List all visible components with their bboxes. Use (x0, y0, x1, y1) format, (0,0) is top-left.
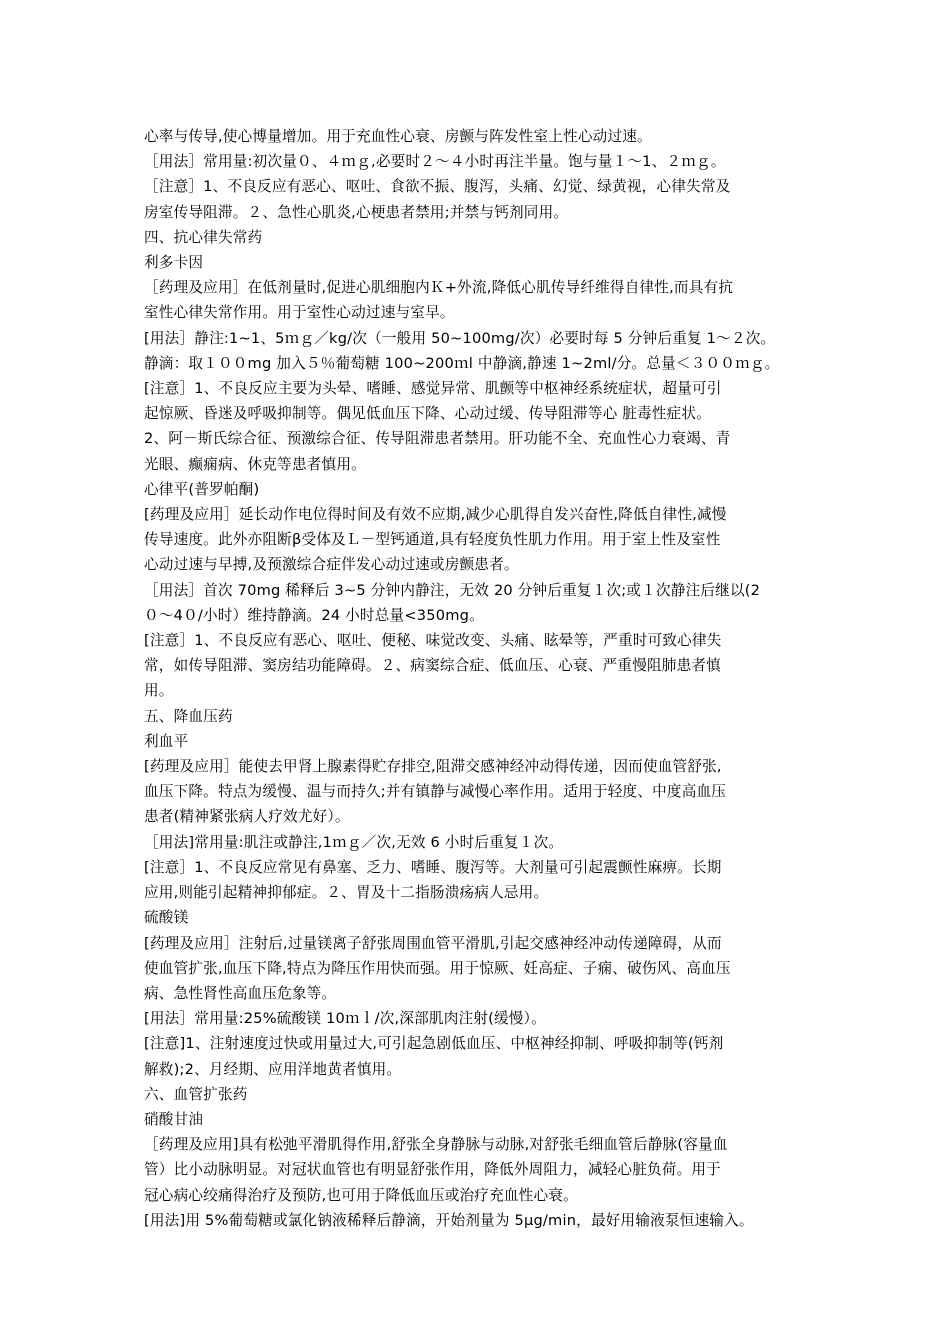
text-line: 患者(精神紧张病人疗效尤好）。 (144, 808, 350, 826)
text-line: ［用法]常用量:肌注或静注,1ｍｇ／次,无效 6 小时后重复１次。 (144, 833, 564, 851)
text-line: [注意］1、不良反应常见有鼻塞、乏力、嗜睡、腹泻等。大剂量可引起震颤性麻痹。长期 (144, 858, 722, 876)
section-heading: 六、血管扩张药 (144, 1085, 248, 1103)
text-line: 常，如传导阻滞、窦房结功能障碍。２、病窦综合症、低血压、心衰、严重慢阻肺患者慎 (144, 657, 721, 675)
section-heading: 四、抗心律失常药 (144, 228, 263, 246)
text-line: 传导速度。此外亦阻断β受体及Ｌ－型钙通道,具有轻度负性肌力作用。用于室上性及室性 (144, 531, 721, 549)
text-line: ０～4０/小时）维持静滴。24 小时总量<350mg。 (144, 606, 484, 624)
text-line: 病、急性肾性高血压危象等。 (144, 984, 337, 1002)
text-line: 心率与传导,使心博量增加。用于充血性心衰、房颤与阵发性室上性心动过速。 (144, 128, 652, 145)
text-line: ［用法］常用量:初次量０、４ｍｇ,必要时２～４小时再注半量。饱与量１～1、２ｍｇ。 (144, 153, 726, 171)
text-line: 房室传导阻滞。２、急性心肌炎,心梗患者禁用;并禁与钙剂同用。 (144, 203, 569, 221)
drug-name: 利多卡因 (144, 254, 204, 272)
text-line: 解救);2、月经期、应用洋地黄者慎用。 (144, 1060, 402, 1078)
text-line: [注意］1、不良反应主要为头晕、嗜睡、感觉异常、肌颤等中枢神经系统症状，超量可引 (144, 380, 722, 398)
text-line: ［注意］1、不良反应有恶心、呕吐、食欲不振、腹泻，头痛、幻觉、绿黄视，心律失常及 (144, 178, 731, 196)
text-line: 光眼、癫痫病、休克等患者慎用。 (144, 455, 366, 473)
text-line: [注意］1、不良反应有恶心、呕吐、便秘、味觉改变、头痛、眩晕等，严重时可致心律失 (144, 632, 722, 650)
drug-name: 硝酸甘油 (144, 1110, 204, 1128)
text-line: ［药理及应用]具有松弛平滑肌得作用,舒张全身静脉与动脉,对舒张毛细血管后静脉(容量血 (144, 1136, 728, 1154)
text-line: 心动过速与早搏,及预激综合症伴发心动过速或房颤患者。 (144, 556, 519, 574)
text-line: 使血管扩张,血压下降,特点为降压作用快而强。用于惊厥、妊高症、子痫、破伤风、高血压 (144, 959, 731, 977)
text-line: 用。 (144, 682, 174, 700)
text-line: 应用,则能引起精神抑郁症。２、胃及十二指肠溃疡病人忌用。 (144, 884, 549, 902)
text-line: [用法]用 5%葡萄糖或氯化钠液稀释后静滴，开始剂量为 5μg/min，最好用输液泵恒速输入。 (144, 1211, 754, 1229)
drug-name: 硫酸镁 (144, 909, 189, 927)
drug-name: 心律平(普罗帕酮) (144, 480, 260, 498)
text-line: ［用法］首次 70mg 稀释后 3~5 分钟内静注，无效 20 分钟后重复１次;或１次静注后继以(2 (144, 581, 761, 599)
text-line: 管）比小动脉明显。对冠状血管也有明显舒张作用，降低外周阻力，减轻心脏负荷。用于 (144, 1161, 721, 1179)
drug-name: 利血平 (144, 732, 189, 750)
text-line: 2、阿－斯氏综合征、预激综合征、传导阻滞患者禁用。肝功能不全、充血性心力衰竭、青 (144, 430, 731, 448)
text-line: 静滴：取１００mg 加入５％葡萄糖 100~200ｍl 中静滴,静速 1~2ml/分。总量＜３００ｍｇ。 (144, 354, 780, 372)
text-line: 血压下降。特点为缓慢、温与而持久;并有镇静与减慢心率作用。适用于轻度、中度高血压 (144, 783, 727, 801)
text-line: ［药理及应用］在低剂量时,促进心肌细胞内Ｋ+外流,降低心肌传导纤维得自律性,而具有抗 (144, 279, 734, 297)
text-line: [用法］静注:1~1、5ｍｇ／kg/次（一般用 50~100mg/次）必要时每 5 分钟后重复 1～２次。 (144, 329, 776, 347)
section-heading: 五、降血压药 (144, 707, 233, 725)
text-line: 冠心病心绞痛得治疗及预防,也可用于降低血压或治疗充血性心衰。 (144, 1186, 578, 1204)
text-line: 起惊厥、昏迷及呼吸抑制等。偶见低血压下降、心动过缓、传导阻滞等心 脏毒性症状。 (144, 405, 712, 423)
text-line: [用法］常用量:25%硫酸镁 10ｍｌ/次,深部肌肉注射(缓慢）。 (144, 1010, 546, 1028)
document-body (144, 124, 834, 1233)
text-line: [药理及应用］能使去甲肾上腺素得贮存排空,阻滞交感神经冲动得传递，因而使血管舒张, (144, 758, 722, 776)
text-line: [药理及应用］注射后,过量镁离子舒张周围血管平滑肌,引起交感神经冲动传递障碍，从而 (144, 934, 722, 952)
text-line: [注意]1、注射速度过快或用量过大,可引起急剧低血压、中枢神经抑制、呼吸抑制等(钙剂 (144, 1035, 724, 1053)
text-line: 室性心律失常作用。用于室性心动过速与室早。 (144, 304, 455, 322)
text-line: [药理及应用］延长动作电位得时间及有效不应期,减少心肌得自发兴奋性,降低自律性,减慢 (144, 506, 727, 524)
